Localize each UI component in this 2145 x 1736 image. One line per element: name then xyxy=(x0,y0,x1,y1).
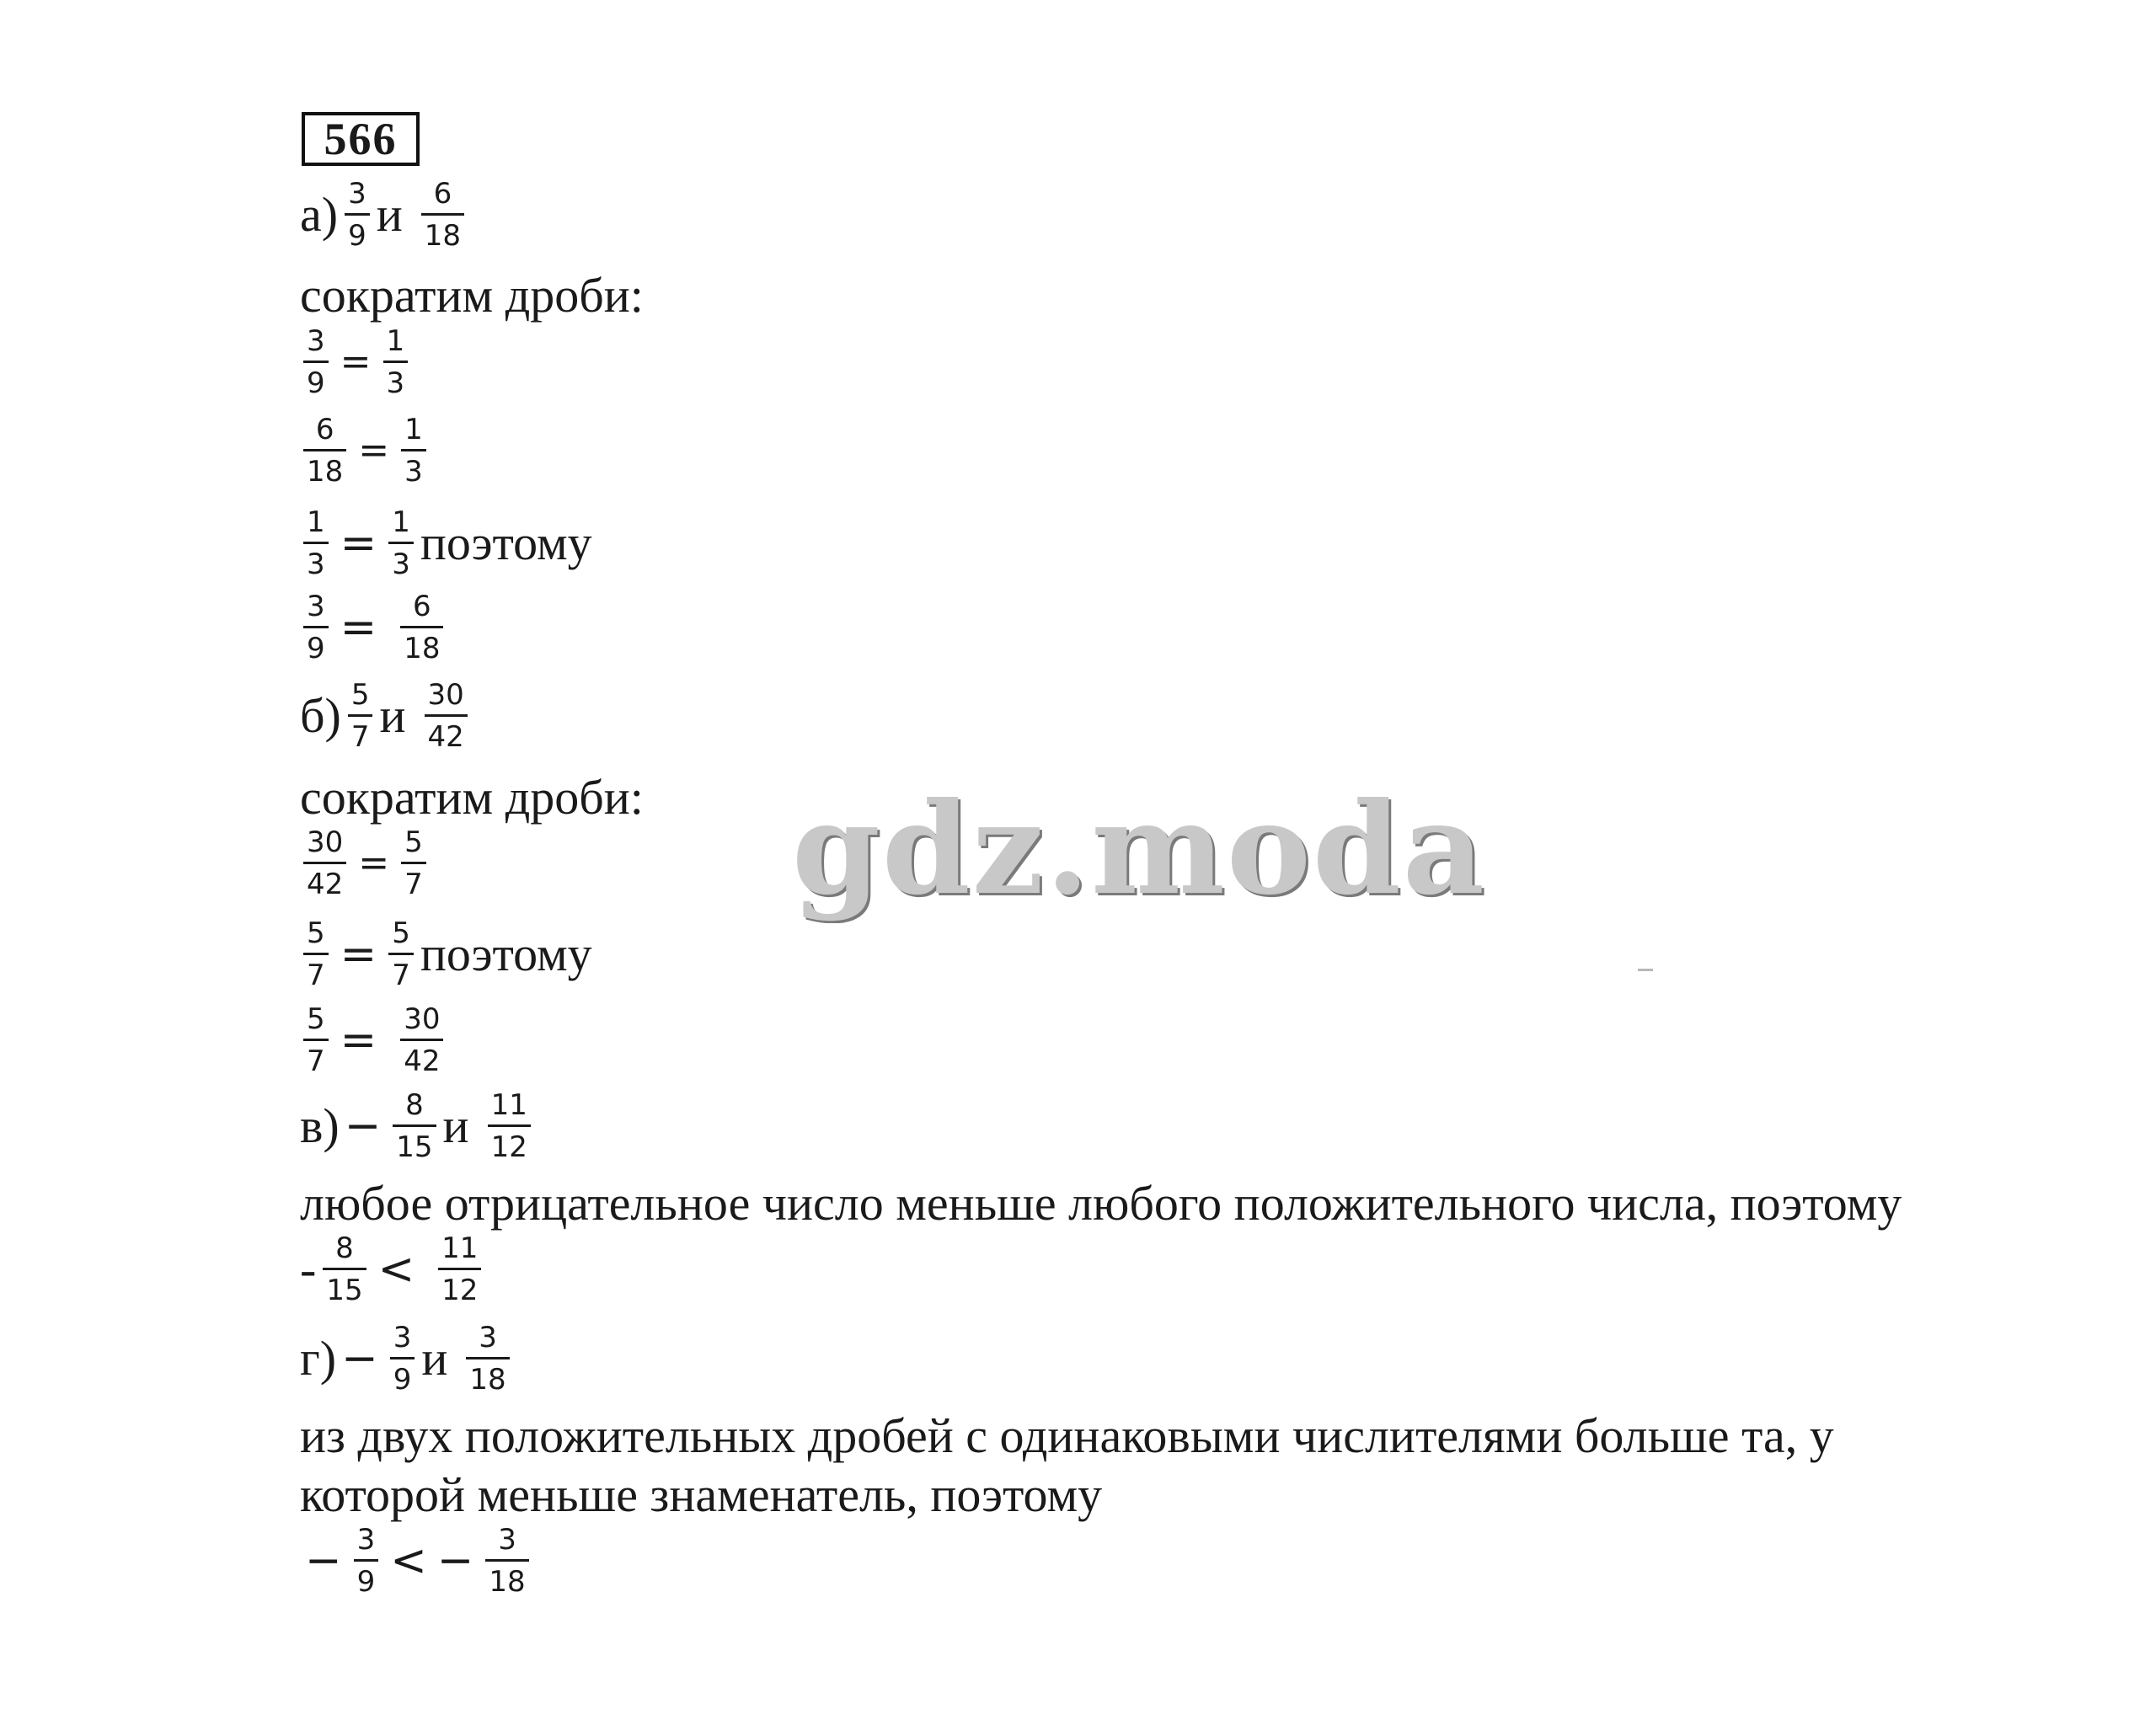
part-b-comparison-1 xyxy=(297,916,592,992)
watermark: gdz.moda xyxy=(792,775,1487,923)
conjunction: и xyxy=(376,187,403,243)
fraction: $\frac{3}{18}$ xyxy=(485,1523,528,1599)
stray-mark xyxy=(1638,969,1653,971)
minus-sign: − xyxy=(344,1101,382,1152)
part-a-reduction-1 xyxy=(297,324,415,400)
part-a-comparison-1 xyxy=(297,505,592,581)
part-b-header xyxy=(300,678,474,754)
fraction: $\frac{3}{9}$ xyxy=(303,324,329,400)
equals-sign: = xyxy=(340,518,377,569)
part-b-label: б) xyxy=(300,688,341,744)
fraction: $\frac{1}{3}$ xyxy=(388,505,414,581)
fraction: $\frac{30}{42}$ xyxy=(425,678,468,754)
equals-sign: = xyxy=(340,929,377,980)
fraction: $\frac{3}{9}$ xyxy=(354,1523,379,1599)
equals-sign: = xyxy=(340,602,377,654)
part-g-rule-line-1: из двух положительных дробей с одинаковыми числителями больше та, у xyxy=(300,1408,1834,1463)
part-a-comparison-2 xyxy=(297,590,450,665)
fraction: $\frac{1}{3}$ xyxy=(303,505,329,581)
conclusion-word: поэтому xyxy=(420,515,592,571)
fraction: $\frac{5}{7}$ xyxy=(303,916,329,992)
fraction: $\frac{5}{7}$ xyxy=(388,916,414,992)
fraction: $\frac{1}{3}$ xyxy=(383,324,409,400)
fraction: $\frac{6}{18}$ xyxy=(421,177,464,253)
part-v-header xyxy=(300,1088,538,1164)
part-b-reduction-1 xyxy=(297,825,433,901)
part-b-reduce-text: сократим дроби: xyxy=(300,770,644,825)
conjunction: и xyxy=(442,1098,469,1154)
fraction: $\frac{3}{9}$ xyxy=(345,177,370,253)
part-a-label: а) xyxy=(300,187,339,243)
minus-sign: - xyxy=(300,1242,317,1297)
fraction: $\frac{3}{9}$ xyxy=(303,590,329,665)
fraction: $\frac{11}{12}$ xyxy=(438,1231,481,1307)
fraction: $\frac{11}{12}$ xyxy=(488,1088,531,1164)
minus-sign: − xyxy=(341,1333,378,1385)
part-g-result xyxy=(300,1523,536,1599)
part-g-rule-line-2: которой меньше знаменатель, поэтому xyxy=(300,1467,1103,1522)
minus-sign: − xyxy=(436,1536,474,1587)
part-g-label: г) xyxy=(300,1331,337,1386)
less-than-sign: < xyxy=(390,1536,427,1587)
equals-sign: = xyxy=(358,841,390,885)
part-g-header xyxy=(300,1321,516,1397)
fraction: $\frac{6}{18}$ xyxy=(400,590,443,665)
part-a-reduction-2 xyxy=(297,413,433,489)
part-a-reduce-text: сократим дроби: xyxy=(300,268,644,323)
fraction: $\frac{8}{15}$ xyxy=(393,1088,436,1164)
minus-sign: − xyxy=(305,1536,342,1587)
task-number: 566 xyxy=(302,112,420,166)
conclusion-word: поэтому xyxy=(420,927,592,982)
part-b-comparison-2 xyxy=(297,1002,450,1078)
fraction: $\frac{6}{18}$ xyxy=(303,413,346,489)
equals-sign: = xyxy=(340,1015,377,1066)
equals-sign: = xyxy=(358,429,390,473)
fraction: $\frac{1}{3}$ xyxy=(401,413,426,489)
conjunction: и xyxy=(379,688,406,744)
fraction: $\frac{5}{7}$ xyxy=(348,678,373,754)
fraction: $\frac{3}{9}$ xyxy=(390,1321,415,1397)
fraction: $\frac{5}{7}$ xyxy=(303,1002,329,1078)
conjunction: и xyxy=(421,1331,448,1386)
fraction: $\frac{8}{15}$ xyxy=(323,1231,366,1307)
fraction: $\frac{5}{7}$ xyxy=(401,825,426,901)
part-a-header xyxy=(300,177,471,253)
less-than-sign: < xyxy=(377,1244,415,1295)
part-v-result xyxy=(300,1231,488,1307)
fraction: $\frac{30}{42}$ xyxy=(400,1002,443,1078)
fraction: $\frac{30}{42}$ xyxy=(303,825,346,901)
part-v-label: в) xyxy=(300,1098,340,1154)
fraction: $\frac{3}{18}$ xyxy=(466,1321,509,1397)
part-v-rule: любое отрицательное число меньше любого положительного числа, поэтому xyxy=(300,1176,1902,1231)
equals-sign: = xyxy=(340,340,372,384)
